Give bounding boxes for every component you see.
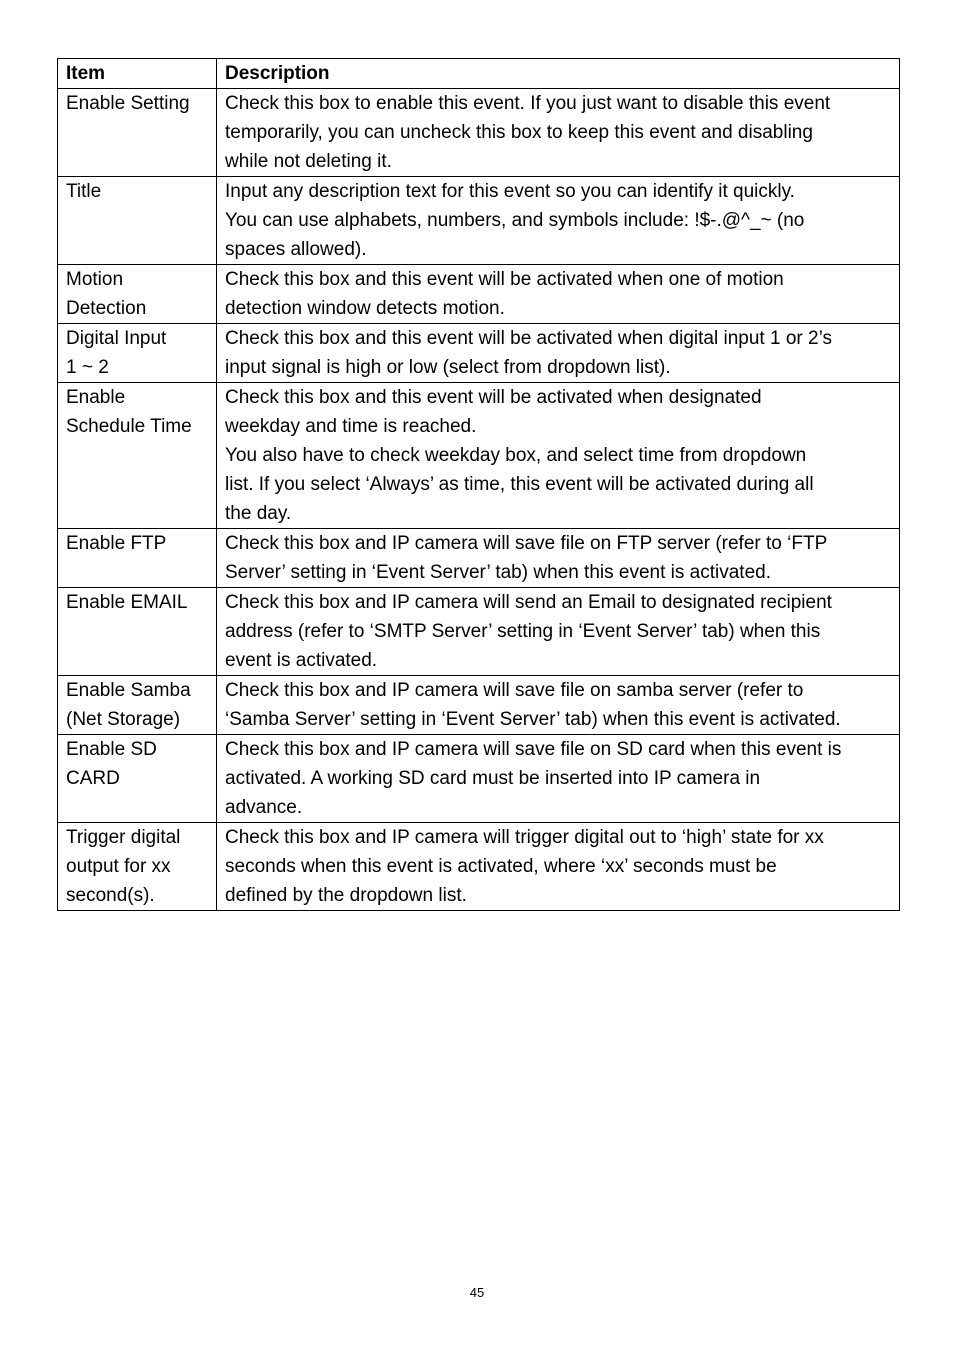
item-label-line: 1 ~ 2 bbox=[66, 357, 109, 378]
description-line: list. If you select ‘Always’ as time, this event will be activated during all bbox=[225, 474, 814, 495]
description-line: seconds when this event is activated, where ‘xx’ seconds must be bbox=[225, 856, 777, 877]
description-cell bbox=[217, 676, 900, 735]
description-line: Check this box and IP camera will save file on samba server (refer to bbox=[225, 680, 804, 701]
item-label-line: CARD bbox=[66, 768, 120, 789]
description-cell bbox=[217, 735, 900, 823]
item-label-line: Enable bbox=[66, 387, 126, 408]
description-line: the day. bbox=[225, 503, 292, 524]
item-label-line: Motion bbox=[66, 269, 124, 290]
table-row bbox=[58, 588, 900, 676]
description-line: advance. bbox=[225, 797, 303, 818]
item-label-line: Enable EMAIL bbox=[66, 592, 188, 613]
description-cell bbox=[217, 324, 900, 383]
item-label-line: Title bbox=[66, 181, 102, 202]
table-row bbox=[58, 177, 900, 265]
item-label-line: (Net Storage) bbox=[66, 709, 181, 730]
description-cell bbox=[217, 89, 900, 177]
table-row bbox=[58, 89, 900, 177]
table-row bbox=[58, 676, 900, 735]
item-label-line: Enable Setting bbox=[66, 93, 190, 114]
description-line: Check this box and IP camera will trigger digital out to ‘high’ state for xx bbox=[225, 827, 824, 848]
item-cell bbox=[58, 324, 217, 383]
table-row bbox=[58, 383, 900, 529]
item-cell bbox=[58, 383, 217, 529]
description-line: event is activated. bbox=[225, 650, 378, 671]
description-line: Check this box to enable this event. If you just want to disable this event bbox=[225, 93, 831, 114]
description-line: Check this box and this event will be activated when one of motion bbox=[225, 269, 784, 290]
description-line: spaces allowed). bbox=[225, 239, 367, 260]
description-line: address (refer to ‘SMTP Server’ setting in ‘Event Server’ tab) when this bbox=[225, 621, 821, 642]
description-line: activated. A working SD card must be inserted into IP camera in bbox=[225, 768, 761, 789]
table-header-row bbox=[58, 59, 900, 89]
description-line: input signal is high or low (select from dropdown list). bbox=[225, 357, 671, 378]
item-cell bbox=[58, 823, 217, 911]
description-cell bbox=[217, 588, 900, 676]
description-line: ‘Samba Server’ setting in ‘Event Server’ tab) when this event is activated. bbox=[225, 709, 841, 730]
item-cell bbox=[58, 588, 217, 676]
table-row bbox=[58, 823, 900, 911]
item-cell bbox=[58, 735, 217, 823]
description-line: Check this box and IP camera will save file on SD card when this event is bbox=[225, 739, 842, 760]
table-row bbox=[58, 735, 900, 823]
event-settings-table bbox=[57, 58, 900, 911]
description-line: Check this box and IP camera will save file on FTP server (refer to ‘FTP bbox=[225, 533, 828, 554]
item-label-line: second(s). bbox=[66, 885, 155, 906]
table-row bbox=[58, 265, 900, 324]
table-row bbox=[58, 324, 900, 383]
item-label-line: Enable Samba bbox=[66, 680, 191, 701]
description-cell bbox=[217, 529, 900, 588]
description-line: while not deleting it. bbox=[225, 151, 392, 172]
item-label-line: Detection bbox=[66, 298, 147, 319]
description-line: detection window detects motion. bbox=[225, 298, 505, 319]
description-line: weekday and time is reached. bbox=[225, 416, 477, 437]
item-cell bbox=[58, 529, 217, 588]
description-line: temporarily, you can uncheck this box to keep this event and disabling bbox=[225, 122, 813, 143]
description-cell bbox=[217, 383, 900, 529]
table-row bbox=[58, 529, 900, 588]
item-cell bbox=[58, 89, 217, 177]
item-cell bbox=[58, 177, 217, 265]
item-label-line: Digital Input bbox=[66, 328, 167, 349]
header-description: Description bbox=[217, 59, 900, 89]
description-line: Check this box and this event will be activated when designated bbox=[225, 387, 762, 408]
item-cell bbox=[58, 265, 217, 324]
item-label-line: Enable SD bbox=[66, 739, 157, 760]
item-cell bbox=[58, 676, 217, 735]
description-line: defined by the dropdown list. bbox=[225, 885, 467, 906]
description-line: Check this box and IP camera will send an Email to designated recipient bbox=[225, 592, 832, 613]
item-label-line: Trigger digital bbox=[66, 827, 181, 848]
table-body bbox=[58, 89, 900, 911]
header-item: Item bbox=[58, 59, 217, 89]
description-line: You can use alphabets, numbers, and symbols include: !$-.@^_~ (no bbox=[225, 210, 805, 231]
description-cell bbox=[217, 265, 900, 324]
description-line: Input any description text for this event so you can identify it quickly. bbox=[225, 181, 795, 202]
description-cell bbox=[217, 177, 900, 265]
item-label-line: output for xx bbox=[66, 856, 171, 877]
item-label-line: Schedule Time bbox=[66, 416, 192, 437]
description-cell bbox=[217, 823, 900, 911]
page-number: 45 bbox=[469, 1285, 485, 1300]
description-line: Server’ setting in ‘Event Server’ tab) when this event is activated. bbox=[225, 562, 771, 583]
description-line: You also have to check weekday box, and select time from dropdown bbox=[225, 445, 807, 466]
item-label-line: Enable FTP bbox=[66, 533, 167, 554]
description-line: Check this box and this event will be activated when digital input 1 or 2’s bbox=[225, 328, 832, 349]
